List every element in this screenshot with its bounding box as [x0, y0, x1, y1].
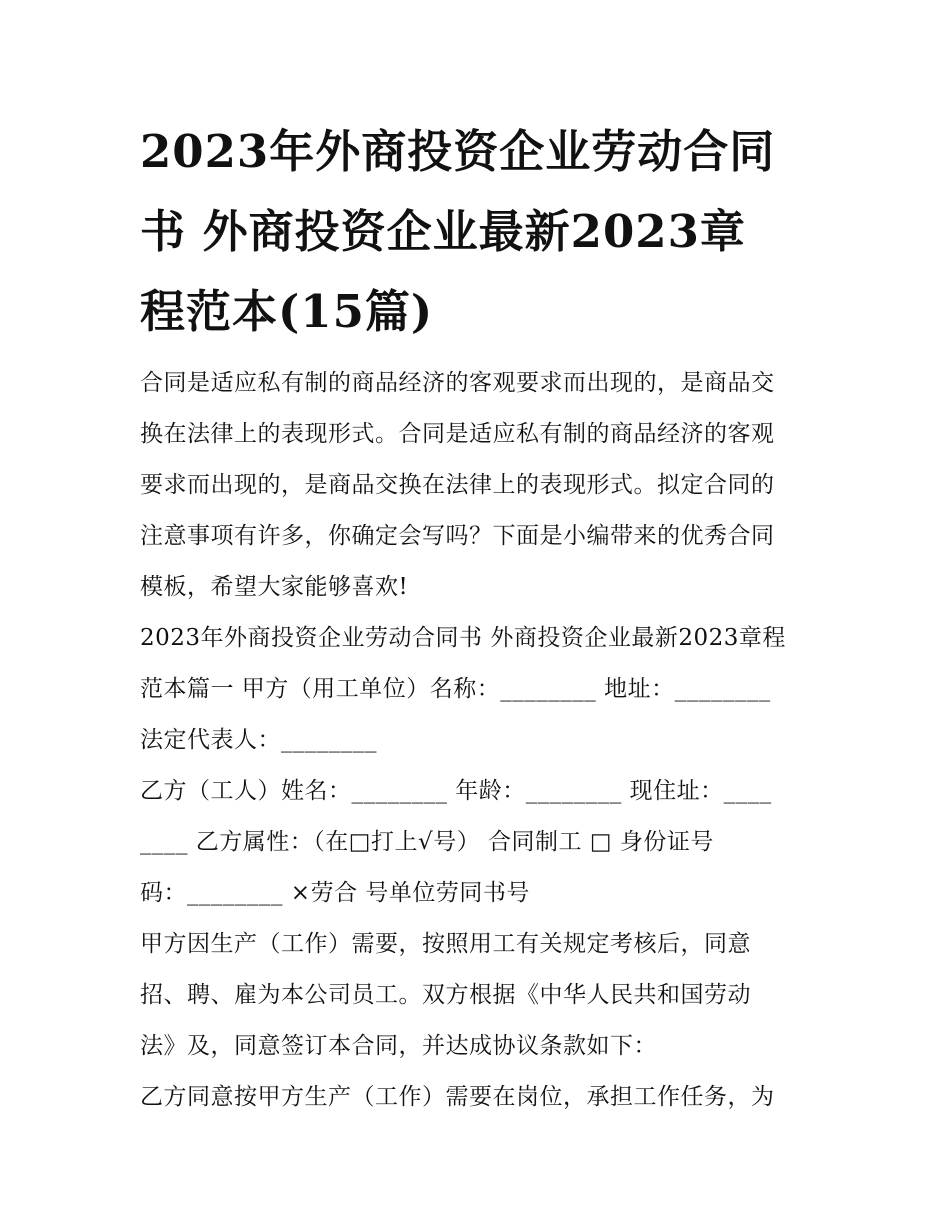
text-line: 换在法律上的表现形式。合同是适应私有制的商品经济的客观 [140, 421, 775, 447]
text-line: 招、聘、雇为本公司员工。双方根据《中华人民共和国劳动 [140, 982, 751, 1008]
text-line: 注意事项有许多，你确定会写吗？下面是小编带来的优秀合同 [140, 523, 775, 549]
text-line: ____ 乙方属性：（在□打上√号） 合同制工 □ 身份证号 [140, 829, 714, 855]
text-line: 模板，希望大家能够喜欢! [140, 574, 409, 600]
text-line: 乙方同意按甲方生产（工作）需要在岗位，承担工作任务，为 [140, 1084, 775, 1110]
text-line: 甲方因生产（工作）需要，按照用工有关规定考核后，同意 [140, 931, 751, 957]
intro-paragraph [140, 358, 820, 613]
text-line: 法》及，同意签订本合同，并达成协议条款如下： [140, 1033, 657, 1059]
text-line: 要求而出现的，是商品交换在法律上的表现形式。拟定合同的 [140, 472, 775, 498]
clause-paragraph [140, 919, 820, 1072]
text-line: 法定代表人：________ [140, 727, 377, 753]
title-line: 书 外商投资企业最新2023章 [140, 205, 746, 258]
text-line: 码：________ ×劳合 号单位劳同书号 [140, 880, 530, 906]
title-line: 2023年外商投资企业劳动合同 [140, 125, 776, 178]
section-heading-paragraph [140, 613, 820, 766]
duty-paragraph [140, 1072, 820, 1123]
text-line: 2023年外商投资企业劳动合同书 外商投资企业最新2023章程 [140, 625, 786, 651]
party-b-paragraph [140, 766, 820, 919]
text-line: 乙方（工人）姓名：________ 年龄：________ 现住址：____ [140, 778, 772, 804]
document-page [140, 112, 820, 1123]
text-line: 范本篇一 甲方（用工单位）名称：________ 地址：________ [140, 676, 771, 702]
title-line: 程范本(15篇) [140, 285, 434, 338]
document-title [140, 112, 820, 352]
text-line: 合同是适应私有制的商品经济的客观要求而出现的，是商品交 [140, 370, 775, 396]
